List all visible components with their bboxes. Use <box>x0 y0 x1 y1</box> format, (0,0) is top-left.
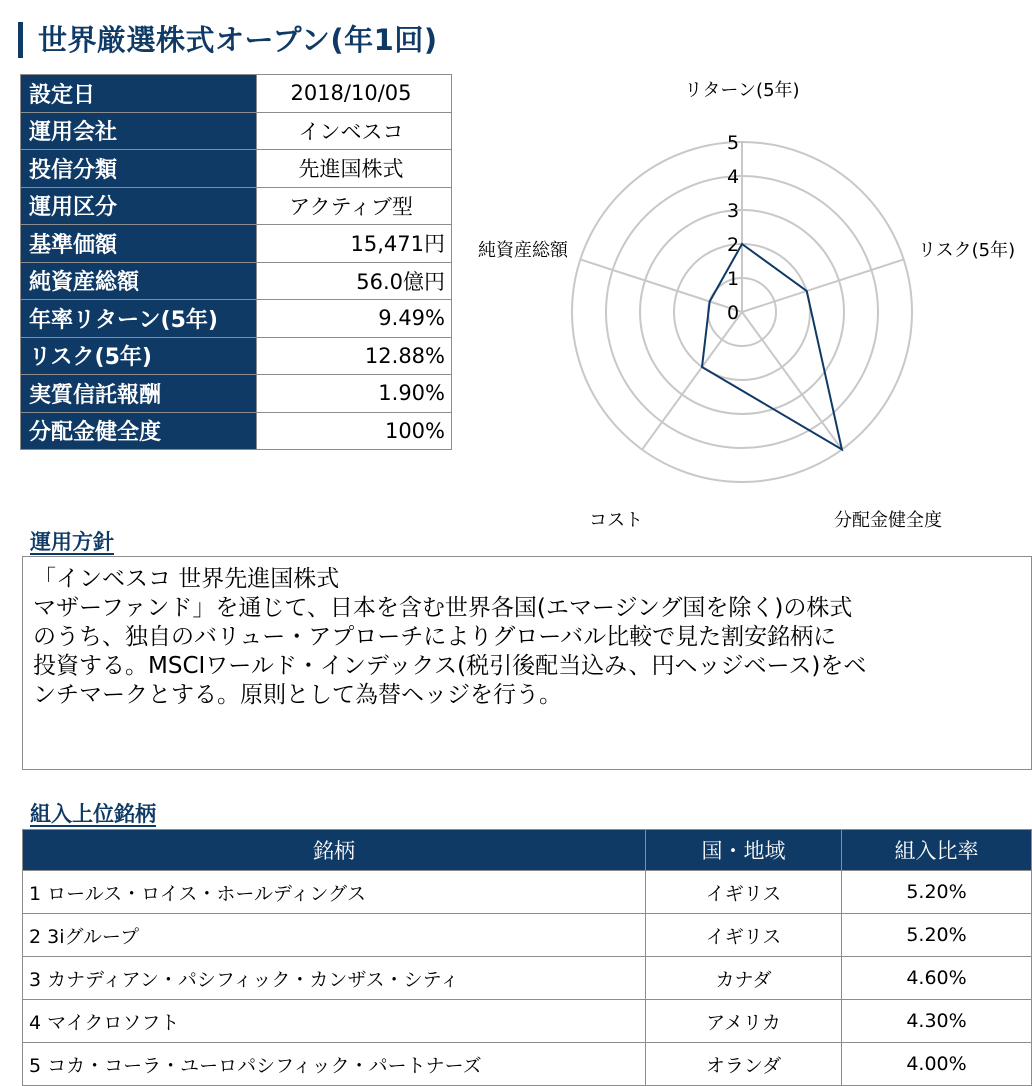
table-row <box>23 914 1032 957</box>
radar-chart <box>470 78 1024 531</box>
policy-text-box <box>22 556 1032 770</box>
radar-series-polygon <box>702 244 842 450</box>
fund-info-label: 投信分類 <box>21 150 257 188</box>
holdings-table <box>22 829 1032 1086</box>
fund-info-row <box>21 112 452 150</box>
holding-name: 1 ロールス・ロイス・ホールディングス <box>23 871 646 914</box>
fund-info-row <box>21 187 452 225</box>
policy-line: 投資する。MSCIワールド・インデックス(税引後配当込み、円ヘッジベース)をベ <box>33 653 867 679</box>
fund-info-label: リスク(5年) <box>21 337 257 375</box>
title-accent-bar <box>18 22 23 58</box>
fund-info-label: 運用会社 <box>21 112 257 150</box>
table-row <box>23 1043 1032 1086</box>
table-row <box>23 957 1032 1000</box>
fund-info-row <box>21 412 452 450</box>
fund-info-value: 12.88% <box>257 337 452 375</box>
holding-country: アメリカ <box>646 1000 842 1043</box>
holdings-header-row <box>23 830 1032 871</box>
holding-country: イギリス <box>646 871 842 914</box>
fund-info-label: 分配金健全度 <box>21 412 257 450</box>
radar-tick-label: 5 <box>726 132 740 154</box>
holding-country: カナダ <box>646 957 842 1000</box>
fund-info-row <box>21 337 452 375</box>
table-row <box>23 871 1032 914</box>
fund-info-value: 15,471円 <box>257 225 452 263</box>
holding-name: 2 3iグループ <box>23 914 646 957</box>
radar-tick-label: 4 <box>726 166 740 188</box>
fund-info-label: 運用区分 <box>21 187 257 225</box>
holding-weight: 4.60% <box>842 957 1032 1000</box>
holdings-heading: 組入上位銘柄 <box>30 802 156 826</box>
policy-line: のうち、独自のバリュー・アプローチによりグローバル比較で見た割安銘柄に <box>33 624 837 650</box>
holding-name: 5 コカ・コーラ・ユーロパシフィック・パートナーズ <box>23 1043 646 1086</box>
policy-heading: 運用方針 <box>30 530 114 554</box>
holding-weight: 4.00% <box>842 1043 1032 1086</box>
fund-info-row <box>21 150 452 188</box>
fund-info-label: 純資産総額 <box>21 262 257 300</box>
radar-spoke <box>742 259 904 312</box>
holding-country: オランダ <box>646 1043 842 1086</box>
fund-info-value: アクティブ型 <box>257 187 452 225</box>
column-header-country: 国・地域 <box>646 830 842 871</box>
holding-name: 4 マイクロソフト <box>23 1000 646 1043</box>
fund-info-label: 基準価額 <box>21 225 257 263</box>
fund-info-row <box>21 262 452 300</box>
table-row <box>23 1000 1032 1043</box>
fund-info-label: 実質信託報酬 <box>21 375 257 413</box>
holding-weight: 4.30% <box>842 1000 1032 1043</box>
policy-line: マザーファンド」を通じて、日本を含む世界各国(エマージング国を除く)の株式 <box>33 595 853 621</box>
holding-weight: 5.20% <box>842 914 1032 957</box>
radar-axis-labels <box>478 79 1015 531</box>
policy-line: 「インベスコ 世界先進国株式 <box>33 566 340 592</box>
fund-info-label: 年率リターン(5年) <box>21 300 257 338</box>
fund-info-table <box>20 74 452 450</box>
radar-axis-label: 分配金健全度 <box>834 510 942 531</box>
holding-weight: 5.20% <box>842 871 1032 914</box>
radar-axis-label: 純資産総額 <box>478 240 568 261</box>
column-header-weight: 組入比率 <box>842 830 1032 871</box>
radar-axis-label: リスク(5年) <box>918 240 1016 261</box>
holding-name: 3 カナディアン・パシフィック・カンザス・シティ <box>23 957 646 1000</box>
fund-info-row <box>21 75 452 113</box>
radar-grid <box>572 142 912 482</box>
fund-info-value: 9.49% <box>257 300 452 338</box>
fund-info-value: 2018/10/05 <box>257 75 452 113</box>
radar-tick-labels <box>727 132 739 324</box>
column-header-stock: 銘柄 <box>23 830 646 871</box>
radar-tick-label: 3 <box>726 200 740 222</box>
radar-axis-label: コスト <box>589 510 643 531</box>
radar-axis-label: リターン(5年) <box>684 80 800 101</box>
fund-info-row <box>21 300 452 338</box>
fund-info-row <box>21 375 452 413</box>
fund-info-value: 1.90% <box>257 375 452 413</box>
radar-tick-label: 0 <box>726 302 740 324</box>
fund-info-value: インベスコ <box>257 112 452 150</box>
fund-info-label: 設定日 <box>21 75 257 113</box>
fund-info-value: 100% <box>257 412 452 450</box>
fund-info-row <box>21 225 452 263</box>
fund-info-value: 56.0億円 <box>257 262 452 300</box>
policy-line: ンチマークとする。原則として為替ヘッジを行う。 <box>33 682 562 708</box>
radar-tick-label: 2 <box>726 234 740 256</box>
radar-tick-label: 1 <box>726 268 740 290</box>
fund-info-value: 先進国株式 <box>257 150 452 188</box>
holding-country: イギリス <box>646 914 842 957</box>
page-title: 世界厳選株式オープン(年1回) <box>38 23 438 57</box>
